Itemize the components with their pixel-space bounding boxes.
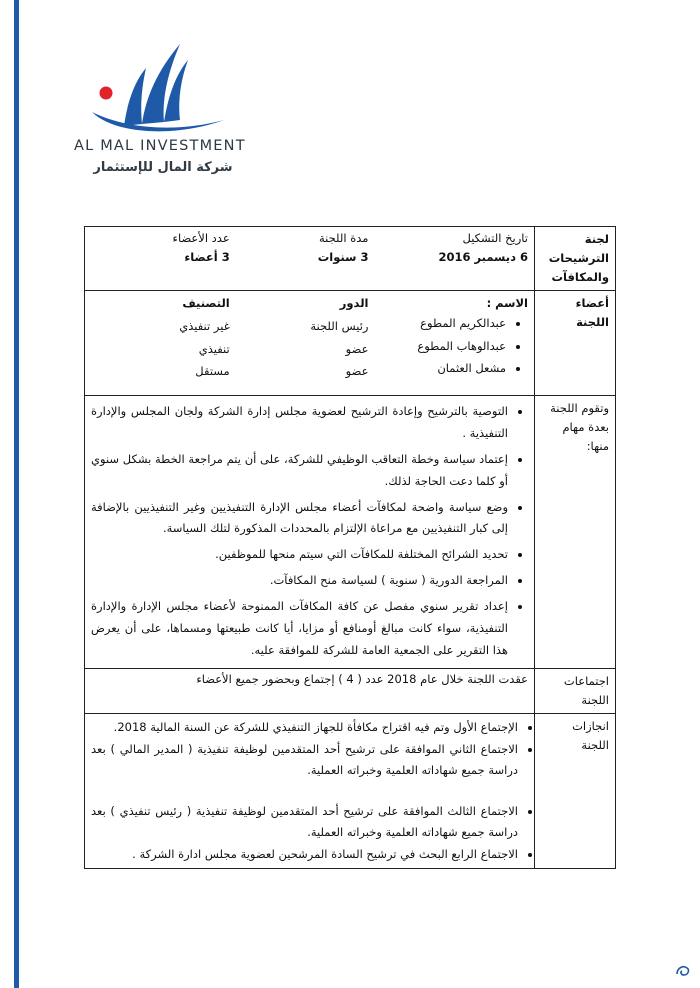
- formation-date-label: تاريخ التشكيل: [462, 231, 528, 245]
- member-role: عضو: [345, 341, 369, 356]
- achievements-row: [85, 714, 616, 869]
- page-corner-mark-icon: [674, 962, 692, 980]
- logo-mark-icon: [84, 38, 234, 138]
- duties-label-cell: [535, 396, 616, 669]
- duty-item: • المراجعة الدورية ( سنوية ) لسياسة منح المكافآت.: [91, 570, 508, 592]
- header-info-cell: [85, 227, 535, 291]
- role-header: الدور: [339, 295, 369, 310]
- meetings-text: عقدت اللجنة خلال عام 2018 عدد ( 4 ) إجتماع وبحضور جميع الأعضاء: [196, 672, 528, 687]
- committee-name: لجنة الترشيحات والمكافآت: [548, 232, 609, 284]
- achievements-list: [91, 717, 528, 865]
- duty-item: • إعتماد سياسة وخطة التعاقب الوظيفي للشركة، على أن يتم مراجعة الخطة بشكل سنوي أو كلما دعت الحاجة لذلك.: [91, 449, 508, 493]
- page-side-bar: [14, 0, 19, 988]
- classification-header: التصنيف: [182, 295, 230, 310]
- members-count-label: عدد الأعضاء: [172, 231, 230, 245]
- logo-text-ar: شركة المال للإستثمار: [93, 160, 233, 175]
- term-value: 3 سنوات: [317, 249, 369, 264]
- meetings-cell: [85, 669, 535, 714]
- company-logo: [74, 38, 254, 188]
- duty-item: • وضع سياسة واضحة لمكافآت أعضاء مجلس الإدارة التنفيذيين وغير التنفيذيين بالإضافة إلى كبار التنفيذيين مع مراعاة الإلتزام بالمحددات المذكورة لتلك السياسة.: [91, 497, 508, 541]
- members-cell: [85, 290, 535, 395]
- member-classification: مستقل: [195, 364, 230, 379]
- term-label: مدة اللجنة: [319, 231, 369, 245]
- duty-item: • إعداد تقرير سنوي مفصل عن كافة المكافآت الممنوحة لأعضاء مجلس الإدارة والإدارة التنفيذية، سواء كانت مبالغ أومنافع أو مزايا، أيا كانت طبيعتها ومسماها، على أن يعرض هذا التقرير على الجمعية العامة للشركة للموافقة عليه.: [91, 596, 508, 662]
- duties-row: [85, 396, 616, 669]
- member-classification: تنفيذي: [198, 341, 230, 356]
- member-names-list: [368, 315, 528, 378]
- logo-text-en: AL MAL INVESTMENT: [74, 138, 246, 154]
- member-role: رئيس اللجنة: [310, 318, 369, 333]
- members-count-value: 3 أعضاء: [184, 249, 230, 264]
- achievement-item: • الاجتماع الثالث الموافقة على ترشيح أحد المتقدمين لوظيفة تنفيذية ( رئيس تنفيذي ) بعد دراسة جميع شهاداته العلمية وخبراته العملية.: [91, 801, 518, 844]
- meetings-label: اجتماعات اللجنة: [563, 674, 609, 708]
- duties-label: وتقوم اللجنة بعدة مهام منها:: [550, 401, 609, 454]
- committee-name-cell: [535, 227, 616, 291]
- achievement-item: • الاجتماع الثاني الموافقة على ترشيح أحد المتقدمين لوظيفة تنفيذية ( المدير المالي ) بعد دراسة جميع شهاداته العلمية وخبراته العملية.: [91, 739, 518, 782]
- member-name: • عبدالكريم المطوع: [368, 315, 506, 333]
- achievements-label: انجازات اللجنة: [572, 719, 609, 753]
- member-classification: غير تنفيذي: [179, 318, 230, 333]
- duties-list: [91, 401, 528, 661]
- duty-item: • التوصية بالترشيح وإعادة الترشيح لعضوية مجلس إدارة الشركة ولجان المجلس والإدارة التنفيذية .: [91, 401, 508, 445]
- members-label-cell: [535, 290, 616, 395]
- achievements-cell: [85, 714, 535, 869]
- formation-date-value: 6 ديسمبر 2016: [438, 249, 528, 264]
- achievement-item: • الاجتماع الرابع البحث في ترشيح السادة المرشحين لعضوية مجلس ادارة الشركة .: [91, 844, 518, 865]
- name-header: الاسم :: [486, 295, 528, 310]
- achievements-label-cell: [535, 714, 616, 869]
- header-row: [85, 227, 616, 291]
- member-name: • مشعل العثمان: [368, 360, 506, 378]
- meetings-label-cell: [535, 669, 616, 714]
- duty-item: • تحديد الشرائح المختلفة للمكافآت التي سيتم منحها للموظفين.: [91, 544, 508, 566]
- members-label: أعضاء اللجنة: [575, 295, 609, 329]
- duties-cell: [85, 396, 535, 669]
- achievement-item: • الإجتماع الأول وتم فيه اقتراح مكافأة للجهاز التنفيذي للشركة عن السنة المالية 2018.: [91, 717, 518, 738]
- meetings-row: [85, 669, 616, 714]
- committee-table: [84, 226, 616, 869]
- member-name: • عبدالوهاب المطوع: [368, 338, 506, 356]
- member-role: عضو: [345, 364, 369, 379]
- members-row: [85, 290, 616, 395]
